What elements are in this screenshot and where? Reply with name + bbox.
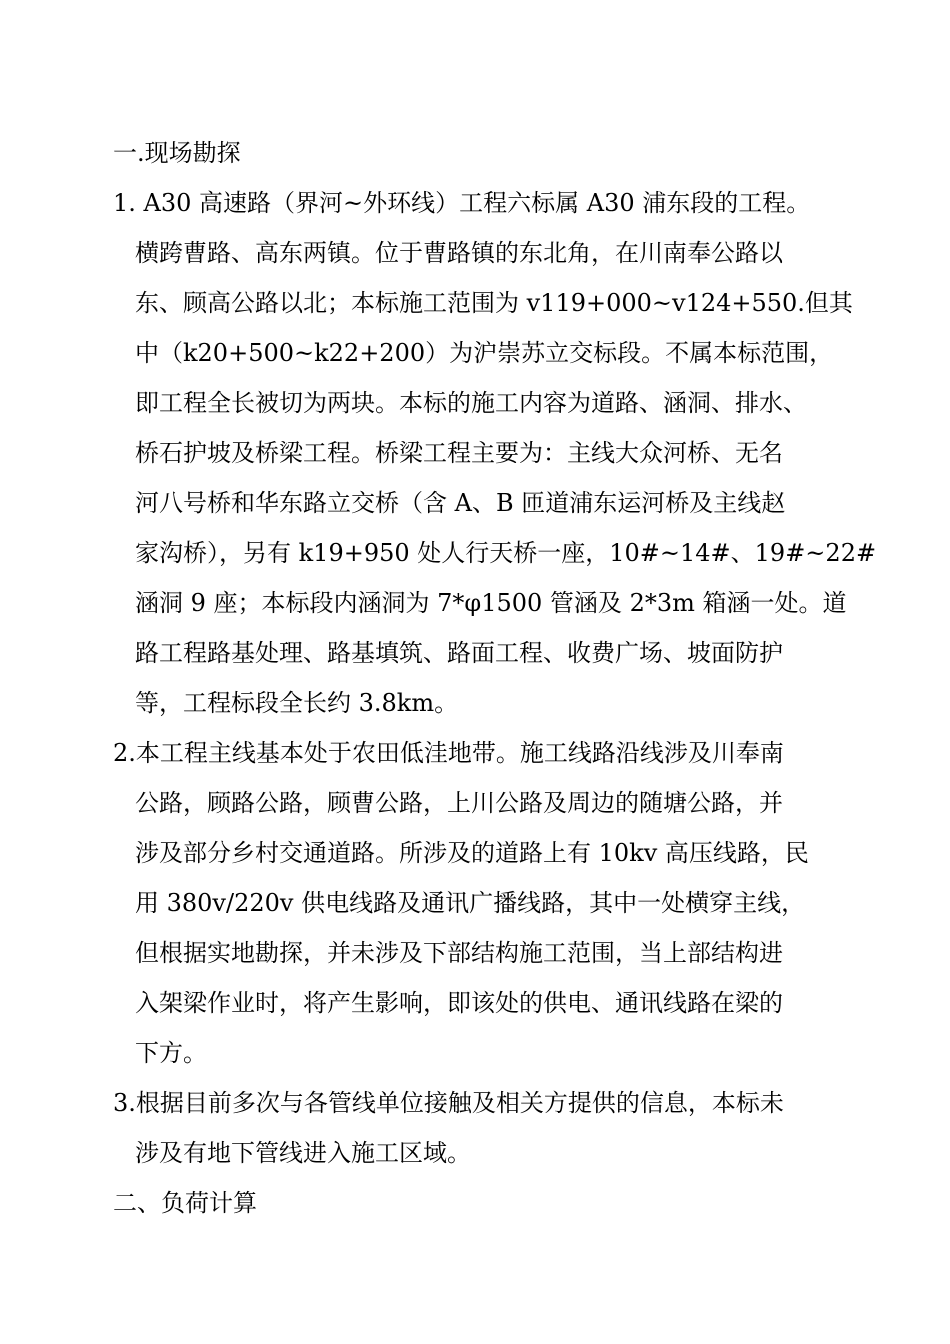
section-heading-site-survey: 一.现场勘探 — [113, 139, 241, 167]
text-line: 路工程路基处理、路基填筑、路面工程、收费广场、坡面防护 — [135, 639, 783, 667]
text-line: 3.根据目前多次与各管线单位接触及相关方提供的信息，本标未 — [113, 1089, 784, 1117]
text-line: 2.本工程主线基本处于农田低洼地带。施工线路沿线涉及川奉南 — [113, 739, 784, 767]
text-line: 河八号桥和华东路立交桥（含 A、B 匝道浦东运河桥及主线赵 — [135, 489, 786, 517]
text-line: 但根据实地勘探，并未涉及下部结构施工范围，当上部结构进 — [135, 939, 783, 967]
text-line: 涉及部分乡村交通道路。所涉及的道路上有 10kv 高压线路，民 — [135, 839, 809, 867]
list-item-3 — [113, 1078, 853, 1178]
text-line: 桥石护坡及桥梁工程。桥梁工程主要为：主线大众河桥、无名 — [135, 439, 783, 467]
text-line: 中（k20+500~k22+200）为沪崇苏立交标段。不属本标范围， — [135, 339, 834, 367]
text-line: 入架梁作业时，将产生影响，即该处的供电、通讯线路在梁的 — [135, 989, 783, 1017]
text-line: 涉及有地下管线进入施工区域。 — [135, 1139, 471, 1167]
text-line: 公路，顾路公路，顾曹公路，上川公路及周边的随塘公路，并 — [135, 789, 783, 817]
text-line: 即工程全长被切为两块。本标的施工内容为道路、涵洞、排水、 — [135, 389, 807, 417]
text-line: 1. A30 高速路（界河~外环线）工程六标属 A30 浦东段的工程。 — [113, 189, 811, 217]
list-item-2 — [113, 728, 853, 1078]
text-line: 等，工程标段全长约 3.8km。 — [135, 689, 459, 717]
document-body — [113, 128, 877, 1228]
list-item-1 — [113, 178, 877, 728]
text-line: 涵洞 9 座；本标段内涵洞为 7*φ1500 管涵及 2*3m 箱涵一处。道 — [135, 589, 847, 617]
text-line: 家沟桥），另有 k19+950 处人行天桥一座，10#~14#、19#~22# — [135, 539, 877, 567]
section-heading-load-calculation: 二、负荷计算 — [113, 1189, 257, 1217]
text-line: 东、顾高公路以北；本标施工范围为 v119+000~v124+550.但其 — [135, 289, 853, 317]
text-line: 用 380v/220v 供电线路及通讯广播线路，其中一处横穿主线， — [135, 889, 806, 917]
text-line: 横跨曹路、高东两镇。位于曹路镇的东北角，在川南奉公路以 — [135, 239, 783, 267]
text-line: 下方。 — [135, 1039, 207, 1067]
